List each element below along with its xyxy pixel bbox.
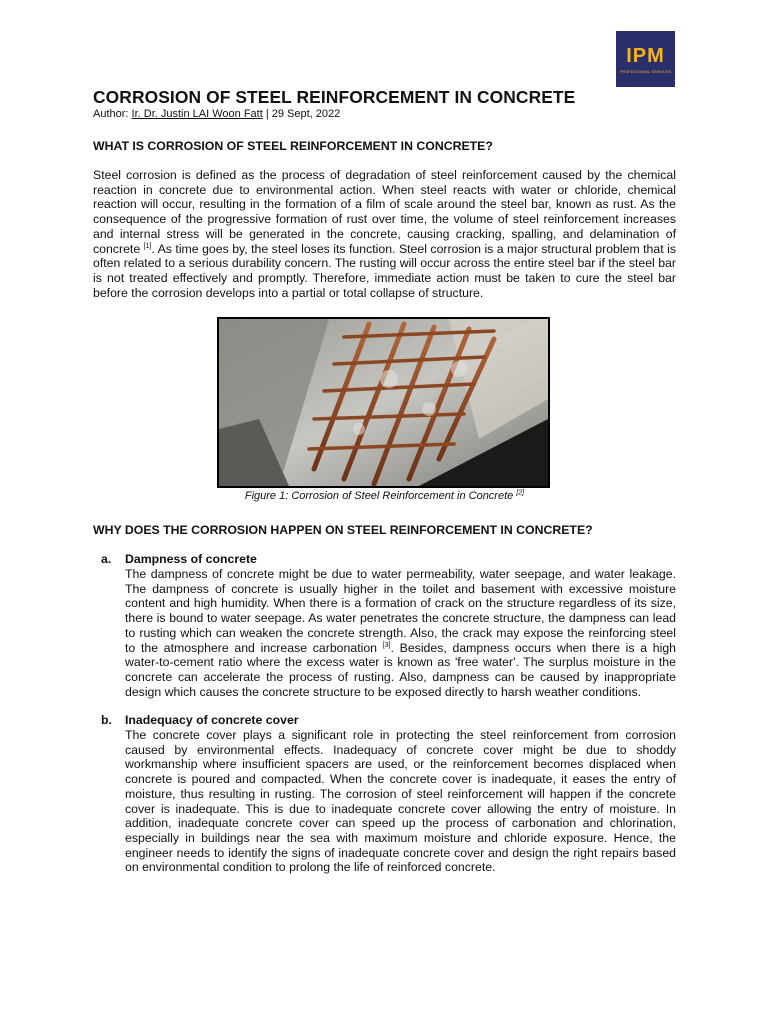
- dampness-text-part1: The dampness of concrete might be due to water permeability, water seepage, and water leakage. The dampness of concrete is usually higher in the toilet and basement with excessive moisture content and high humidity. When there is a formation of crack on the structure regardless of its size, there is bound to water seepage. As water penetrates the concrete structure, the dampness can lead to rusting which can weaken the concrete strength. Also, the crack may expose the reinforcing steel to the atmosphere and increase carbonation: [125, 567, 676, 655]
- caption-text: Figure 1: Corrosion of Steel Reinforcement in Concrete: [244, 490, 517, 503]
- list-item-body: [125, 552, 676, 699]
- section-heading-what: WHAT IS CORROSION OF STEEL REINFORCEMENT IN CONCRETE?: [93, 139, 493, 153]
- reference-1: [1]: [143, 242, 152, 250]
- dampness-paragraph: [125, 567, 676, 699]
- publish-date: | 29 Sept, 2022: [262, 108, 341, 120]
- list-marker: b.: [101, 713, 112, 728]
- logo-subtitle: PROFESSIONAL SERVICES: [619, 70, 672, 74]
- list-item-body: [125, 713, 676, 875]
- list-item-title: Dampness of concrete: [125, 552, 257, 567]
- ipm-logo: [616, 31, 675, 87]
- intro-paragraph: [93, 168, 676, 300]
- document-title: CORROSION OF STEEL REINFORCEMENT IN CONCRETE: [93, 87, 576, 107]
- reference-2: [2]: [516, 489, 525, 497]
- list-marker: a.: [101, 552, 112, 567]
- list-item-dampness: [93, 552, 676, 699]
- dampness-text-part2: . Besides, dampness occurs when there is a high water-to-cement ratio where the excess water is known as 'free water'. The surplus moisture in the concrete can accelerate the process of rusting. Also, dampness can be caused by inappropriate design which causes the concrete structure to be exposed directly to harsh weather conditions.: [125, 640, 676, 699]
- document-body: [93, 86, 676, 875]
- intro-text-part2: . As time goes by, the steel loses its function. Steel corrosion is a major structural problem that is often related to a serious durability concern. The rusting will occur across the entire steel bar if the steel bar is not treated effectively and promptly. Therefore, immediate action must be taken to cure the steel bar before the corrosion develops into a partial or total collapse of structure.: [93, 241, 676, 300]
- intro-text-part1: Steel corrosion is defined as the process of degradation of steel reinforcement caused by the chemical reaction in concrete due to environmental action. When steel reacts with water or chloride, chemical reaction will occur, resulting in the formation of a film of scale around the steel bar, known as rust. As the consequence of the progressive formation of rust over time, the volume of steel reinforcement increases and internal stress will be generated in the concrete, causing cracking, spalling, and delamination of concrete: [93, 168, 676, 256]
- author-prefix: Author:: [93, 108, 132, 120]
- author-name: Ir. Dr. Justin LAI Woon Fatt: [131, 108, 263, 120]
- list-item-concrete-cover: [93, 713, 676, 875]
- list-item-title: Inadequacy of concrete cover: [125, 713, 299, 728]
- corroded-rebar-image: [219, 319, 548, 486]
- reference-3: [3]: [382, 641, 391, 649]
- figure-corrosion-photo: [217, 317, 550, 488]
- figure-caption: [93, 490, 676, 503]
- concrete-cover-paragraph: The concrete cover plays a significant role in protecting the steel reinforcement from corrosion caused by environmental effects. Inadequacy of concrete cover might be due to shoddy workmanship where insufficient spacers are used, or the reinforcement becomes displaced when concrete is poured and compacted. When the concrete cover is inadequate, it eases the entry of moisture, thus resulting in rusting. The corrosion of steel reinforcement will happen if the concrete cover is inadequate. This is due to inadequate concrete cover allowing the entry of moisture. In addition, inadequate concrete cover can speed up the process of carbonation and chlorination, especially in buildings near the sea with maximum moisture and chloride exposure. Hence, the engineer needs to identify the signs of inadequate concrete cover and design the right repairs based on environmental condition to prolong the life of reinforced concrete.: [125, 728, 676, 875]
- logo-text: IPM: [626, 45, 665, 67]
- author-line: [93, 108, 676, 121]
- section-heading-why: WHY DOES THE CORROSION HAPPEN ON STEEL REINFORCEMENT IN CONCRETE?: [93, 523, 593, 538]
